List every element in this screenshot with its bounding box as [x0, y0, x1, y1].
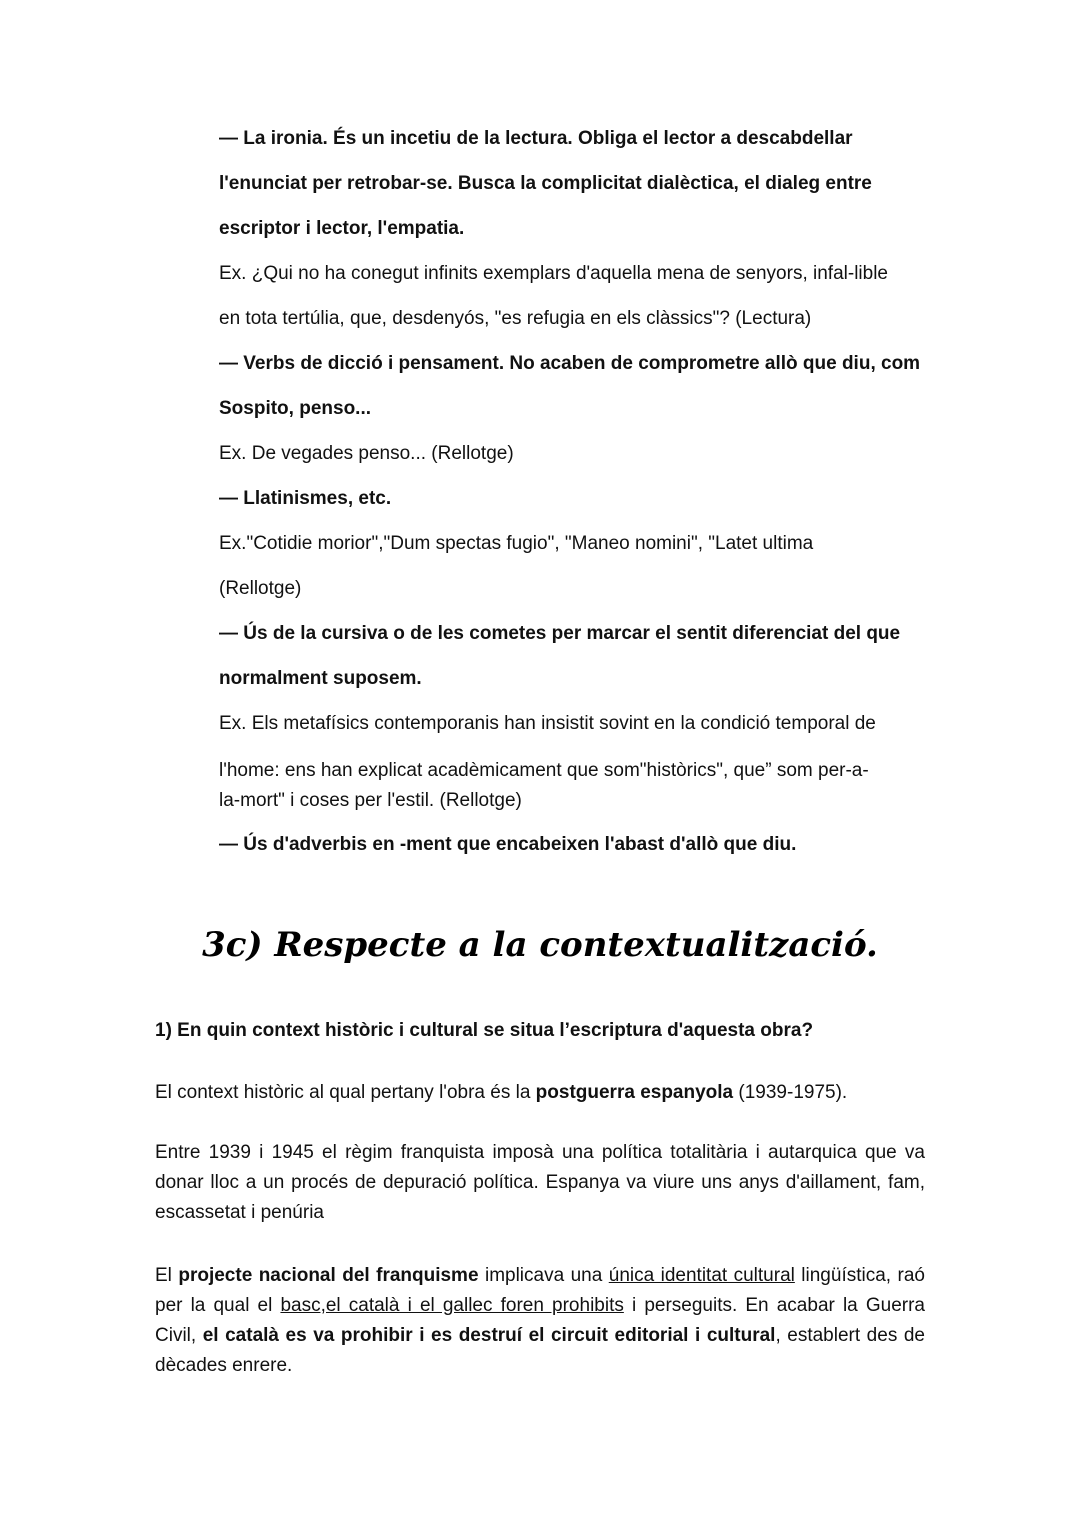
- item-latinisms-example-line-1: Ex."Cotidie morior","Dum spectas fugio", "Maneo nomini", "Latet ultima: [219, 533, 814, 554]
- item-irony-heading-line-1: — La ironia. És un incetiu de la lectura. Obliga el lector a descabdellar: [219, 128, 853, 149]
- paragraph-regime: Entre 1939 i 1945 el règim franquista imposà una política totalitària i autarquica que va donar lloc a un procés de depuració política. Espanya va viure uns anys d'aillament, fam, escassetat i penúria: [155, 1142, 925, 1223]
- para3-bold-prohibition: el català es va prohibir i es destruí el circuit editorial i cultural: [202, 1325, 776, 1346]
- item-italics-example-line-2: l'home: ens han explicat acadèmicament que som"històrics", que” som per-a-: [219, 760, 869, 781]
- item-verbs-heading-line-2: Sospito, penso...: [219, 398, 372, 419]
- item-irony-example-line-1: Ex. ¿Qui no ha conegut infinits exemplars d'aquella mena de senyors, infal-lible: [219, 263, 888, 284]
- item-italics-heading-line-2: normalment suposem.: [219, 668, 422, 689]
- para1-bold-postwar: postguerra espanyola: [535, 1082, 734, 1103]
- para3-text-5: , establert des de dècades enrere.: [155, 1325, 925, 1376]
- para3-underline-languages: basc,el català i el gallec foren prohibits: [280, 1295, 624, 1316]
- para3-text-2: implicava una: [478, 1265, 609, 1286]
- para3-text-1: El: [155, 1265, 179, 1286]
- item-irony-example-line-2: en tota tertúlia, que, desdenyós, "es refugia en els clàssics"? (Lectura): [219, 308, 812, 329]
- para3-bold-project: projecte nacional del franquisme: [178, 1265, 479, 1286]
- para1-text-pre: El context històric al qual pertany l'obra és la: [155, 1082, 536, 1103]
- item-adverbs-heading-line-1: — Ús d'adverbis en -ment que encabeixen l'abast d'allò que diu.: [219, 834, 797, 855]
- para3-text-4: i perseguits. En acabar la Guerra Civil,: [155, 1295, 926, 1346]
- para1-text-post: (1939-1975).: [733, 1082, 848, 1103]
- paragraph-national-project: [155, 1261, 925, 1381]
- item-irony-heading-line-2: l'enunciat per retrobar-se. Busca la complicitat dialèctica, el dialeg entre: [219, 173, 872, 194]
- item-latinisms-heading-line-1: — Llatinismes, etc.: [219, 488, 392, 509]
- item-latinisms-example-line-2: (Rellotge): [219, 578, 302, 599]
- para3-underline-identity: única identitat cultural: [608, 1265, 795, 1286]
- paragraph-context: [155, 1078, 925, 1108]
- section-title: 3c) Respecte a la contextualització.: [202, 925, 878, 965]
- item-irony-heading-line-3: escriptor i lector, l'empatia.: [219, 218, 465, 239]
- item-italics-example-line-1: Ex. Els metafísics contemporanis han insistit sovint en la condició temporal de: [219, 713, 876, 734]
- item-italics-example-line-3: la-mort" i coses per l'estil. (Rellotge): [219, 790, 522, 811]
- item-italics-heading-line-1: — Ús de la cursiva o de les cometes per marcar el sentit diferenciat del que: [219, 623, 901, 644]
- para3-text-3: lingüística, raó per la qual el: [155, 1265, 925, 1316]
- item-verbs-example-line-1: Ex. De vegades penso... (Rellotge): [219, 443, 514, 464]
- question-heading: 1) En quin context històric i cultural se situa l’escriptura d'aquesta obra?: [155, 1020, 814, 1041]
- item-verbs-heading-line-1: — Verbs de dicció i pensament. No acaben de comprometre allò que diu, com: [219, 353, 921, 374]
